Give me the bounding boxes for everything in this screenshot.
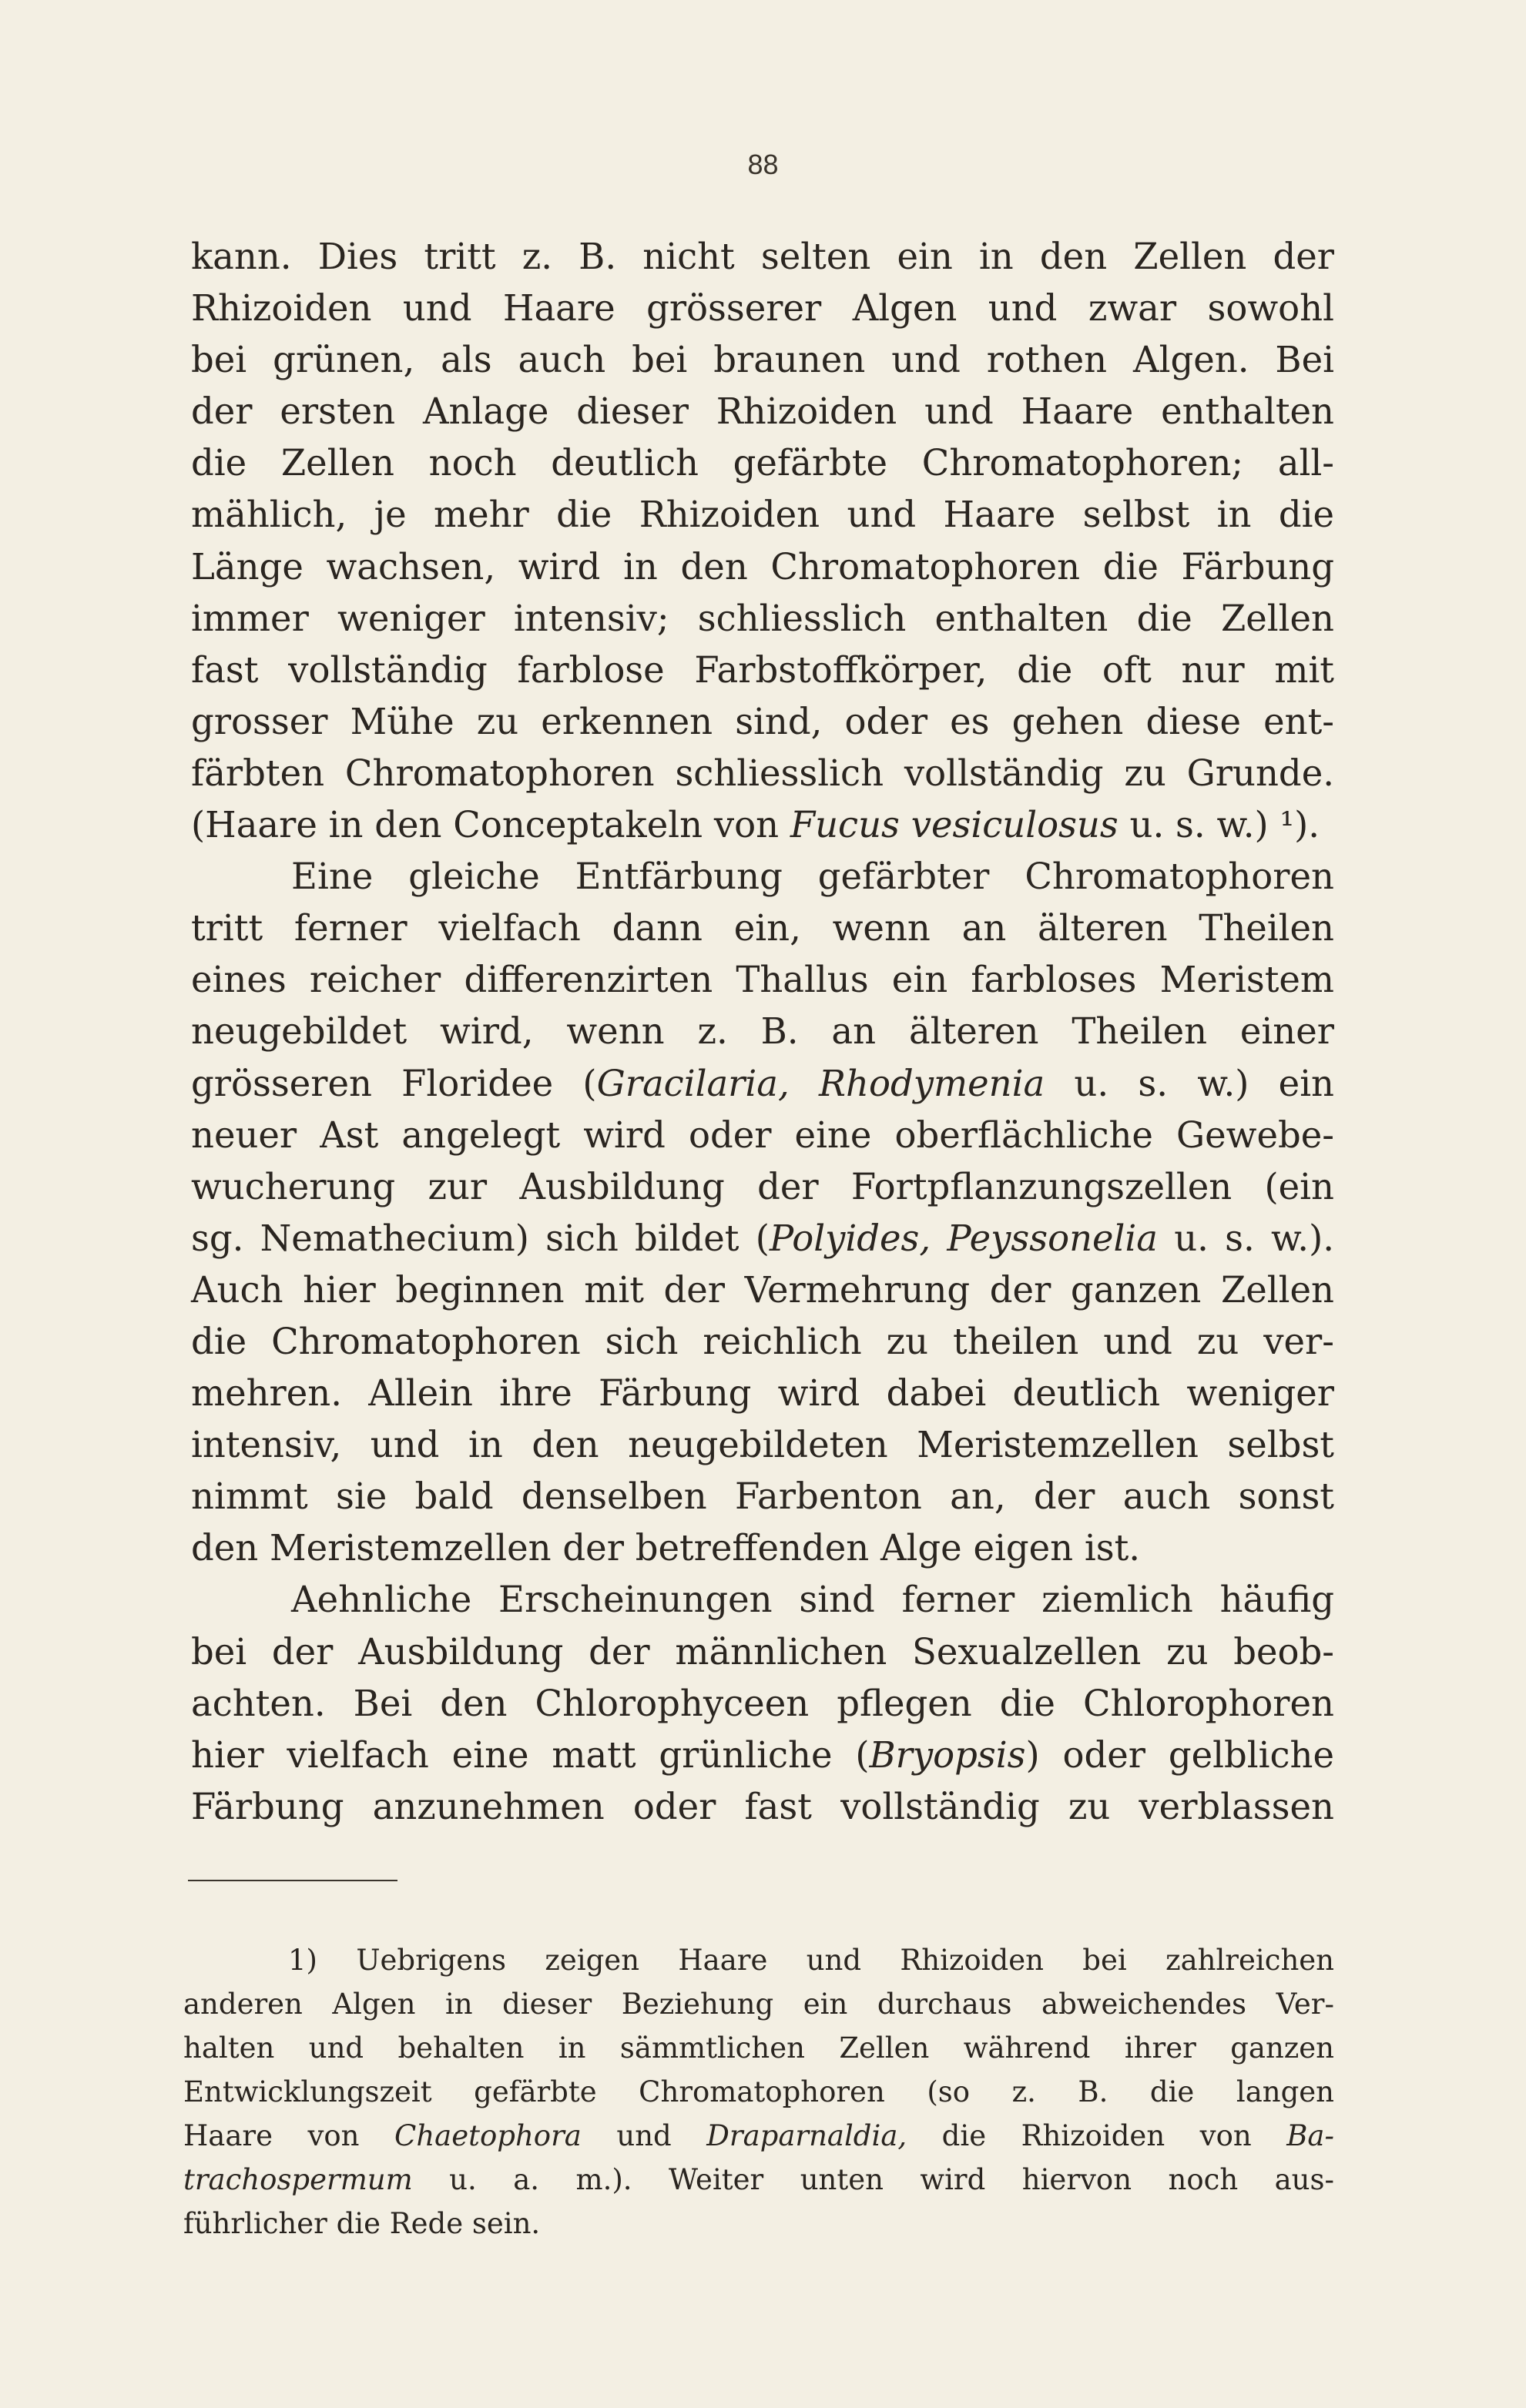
body-line (191, 489, 1334, 541)
text-segment: hier vielfach eine matt grünliche ( (191, 1733, 870, 1776)
text-segment: eines reicher differenzirten Thallus ein farbloses Meristem (191, 959, 1334, 1001)
text-segment: neugebildet wird, wenn z. B. an älteren Theilen einer (191, 1010, 1334, 1053)
text-segment: den Meristemzellen der betreffenden Alge eigen ist. (191, 1527, 1141, 1569)
footnote-rule (188, 1880, 397, 1881)
text-segment: der ersten Anlage dieser Rhizoiden und Haare enthalten (191, 390, 1334, 433)
text-segment: neuer Ast angelegt wird oder eine oberflächliche Gewebe- (191, 1114, 1334, 1156)
body-line (191, 1781, 1334, 1833)
body-line (191, 645, 1334, 696)
footnote-line (183, 2202, 1334, 2246)
body-line (191, 1161, 1334, 1213)
footnote-line (183, 2158, 1334, 2202)
italic-term: Fucus vesiculosus (790, 804, 1119, 846)
footnote-line (183, 1938, 1334, 1982)
text-segment: (Haare in den Conceptakeln von (191, 804, 790, 846)
italic-term: Draparnaldia, (706, 2119, 907, 2152)
text-segment: intensiv, und in den neugebildeten Meristemzellen selbst (191, 1424, 1334, 1466)
body-line (191, 283, 1334, 334)
text-segment: mehren. Allein ihre Färbung wird dabei deutlich weniger (191, 1372, 1334, 1415)
text-segment: Auch hier beginnen mit der Vermehrung der ganzen Zellen (191, 1268, 1334, 1311)
italic-term: Bryopsis (869, 1733, 1026, 1776)
text-segment: Rhizoiden und Haare grösserer Algen und zwar sowohl (191, 287, 1334, 330)
body-line (191, 1678, 1334, 1730)
text-segment: grösseren Floridee ( (191, 1062, 597, 1104)
text-segment: und (581, 2119, 707, 2152)
body-line (191, 1471, 1334, 1522)
body-line (191, 386, 1334, 437)
body-line (191, 593, 1334, 645)
text-segment: 1) Uebrigens zeigen Haare und Rhizoiden bei zahlreichen (288, 1944, 1334, 1977)
text-segment: Eine gleiche Entfärbung gefärbter Chromatophoren (291, 856, 1334, 898)
italic-term: Ba- (1286, 2119, 1334, 2152)
italic-term: Polyides, Peyssonelia (769, 1217, 1159, 1259)
text-segment: Färbung anzunehmen oder fast vollständig zu verblassen (191, 1785, 1334, 1827)
body-line (191, 1264, 1334, 1316)
body-line (191, 1213, 1334, 1264)
body-line (191, 437, 1334, 489)
text-segment: immer weniger intensiv; schliesslich enthalten die Zellen (191, 597, 1334, 639)
text-segment: die Rhizoiden von (907, 2119, 1287, 2152)
text-segment: halten und behalten in sämmtlichen Zellen während ihrer ganzen (183, 2031, 1334, 2065)
text-segment: u. s. w.). (1158, 1217, 1334, 1259)
italic-term: Gracilaria, Rhodymenia (596, 1062, 1045, 1104)
text-segment: kann. Dies tritt z. B. nicht selten ein in den Zellen der (191, 236, 1334, 277)
footnote-line (183, 2114, 1334, 2158)
body-line (191, 799, 1334, 851)
body-line (191, 1368, 1334, 1419)
body-line (191, 851, 1334, 903)
text-segment: die Zellen noch deutlich gefärbte Chromatophoren; all- (191, 442, 1334, 484)
text-segment: Haare von (183, 2119, 395, 2152)
footnote-line (183, 2070, 1334, 2114)
text-segment: Entwicklungszeit gefärbte Chromatophoren (so z. B. die langen (183, 2075, 1334, 2108)
text-segment: die Chromatophoren sich reichlich zu theilen und zu ver- (191, 1320, 1334, 1362)
body-line (191, 231, 1334, 283)
text-segment: Länge wachsen, wird in den Chromatophoren die Färbung (191, 545, 1334, 588)
italic-term: trachospermum (183, 2163, 413, 2196)
body-line (191, 334, 1334, 386)
body-line (191, 1006, 1334, 1057)
page-number: 88 (747, 149, 779, 180)
body-text (191, 231, 1334, 1833)
body-line (191, 541, 1334, 593)
text-segment: u. a. m.). Weiter unten wird hiervon noch aus- (412, 2163, 1334, 2196)
body-line (191, 1316, 1334, 1368)
body-line (191, 954, 1334, 1006)
text-segment: bei grünen, als auch bei braunen und rothen Algen. Bei (191, 339, 1334, 381)
footnote-line (183, 1982, 1334, 2026)
body-line (191, 1522, 1334, 1574)
text-segment: u. s. w.) ¹). (1118, 804, 1320, 846)
body-line (191, 1419, 1334, 1471)
body-line (191, 1730, 1334, 1781)
footnote-line (183, 2026, 1334, 2070)
text-segment: grosser Mühe zu erkennen sind, oder es gehen diese ent- (191, 700, 1334, 742)
text-segment: fast vollständig farblose Farbstoffkörper, die oft nur mit (191, 648, 1334, 691)
body-line (191, 696, 1334, 748)
text-segment: ) oder gelbliche (1025, 1733, 1334, 1776)
body-line (191, 1626, 1334, 1678)
text-segment: u. s. w.) ein (1045, 1062, 1335, 1104)
body-line (191, 748, 1334, 799)
body-line (191, 1058, 1334, 1110)
text-segment: achten. Bei den Chlorophyceen pflegen die Chlorophoren (191, 1682, 1334, 1724)
body-line (191, 1574, 1334, 1626)
text-segment: wucherung zur Ausbildung der Fortpflanzungszellen (ein (191, 1165, 1334, 1207)
text-segment: sg. Nemathecium) sich bildet ( (191, 1217, 770, 1259)
text-segment: Aehnliche Erscheinungen sind ferner ziemlich häufig (291, 1579, 1334, 1621)
italic-term: Chaetophora (394, 2119, 582, 2152)
text-segment: führlicher die Rede sein. (183, 2207, 541, 2240)
text-segment: mählich, je mehr die Rhizoiden und Haare selbst in die (191, 494, 1334, 536)
text-segment: bei der Ausbildung der männlichen Sexualzellen zu beob- (191, 1630, 1334, 1673)
text-segment: tritt ferner vielfach dann ein, wenn an älteren Theilen (191, 907, 1334, 949)
text-segment: färbten Chromatophoren schliesslich vollständig zu Grunde. (191, 752, 1334, 794)
body-line (191, 903, 1334, 954)
text-segment: nimmt sie bald denselben Farbenton an, der auch sonst (191, 1475, 1334, 1518)
body-line (191, 1110, 1334, 1161)
text-segment: anderen Algen in dieser Beziehung ein durchaus abweichendes Ver- (183, 1988, 1334, 2021)
footnote-block (183, 1938, 1334, 2246)
